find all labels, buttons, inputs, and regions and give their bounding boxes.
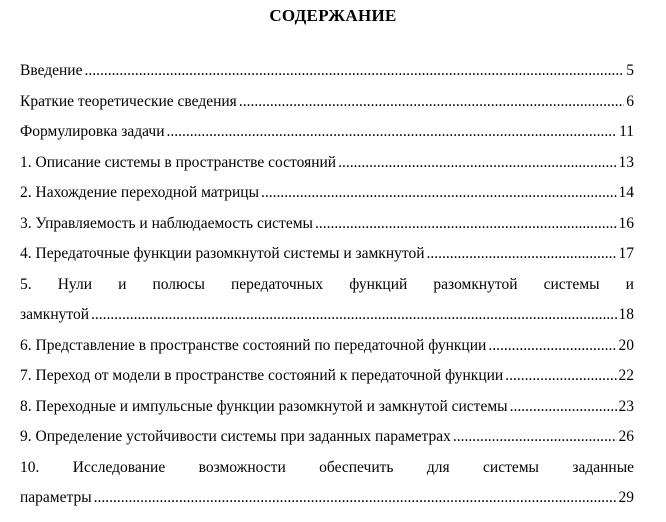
toc-entry-page: 16 xyxy=(618,214,634,232)
toc-entry-4[interactable] xyxy=(20,239,634,270)
toc-entry-label: 7. Переход от модели в пространстве состояний к передаточной функции xyxy=(20,367,504,384)
table-of-contents xyxy=(20,56,634,514)
toc-entry-label-line2 xyxy=(20,300,634,331)
toc-entry-1[interactable] xyxy=(20,148,634,179)
toc-entry-label: параметры xyxy=(20,489,92,506)
toc-leader-dots xyxy=(488,331,616,362)
toc-entry-label: 8. Переходные и импульсные функции разомкнутой и замкнутой системы xyxy=(20,397,508,415)
toc-entry-page: 5 xyxy=(626,62,634,79)
toc-entry-label: 9. Определение устойчивости системы при заданных параметрах xyxy=(20,428,451,445)
toc-entry-9[interactable] xyxy=(20,422,634,453)
toc-entry-2[interactable] xyxy=(20,178,634,209)
toc-entry-page: 13 xyxy=(618,153,634,171)
toc-entry-7[interactable] xyxy=(20,361,634,392)
toc-entry-label: 3. Управляемость и наблюдаемость системы xyxy=(20,214,313,232)
toc-entry-label-line1: 5. Нули и полюсы передаточных функций разомкнутой системы и xyxy=(20,275,634,293)
toc-entry-3[interactable] xyxy=(20,209,634,240)
toc-entry-page: 14 xyxy=(618,184,634,201)
toc-entry-label: 4. Передаточные функции разомкнутой системы и замкнутой xyxy=(20,245,425,262)
toc-entry-label: Формулировка задачи xyxy=(20,123,165,140)
toc-entry-theory[interactable] xyxy=(20,87,634,118)
toc-entry-6[interactable] xyxy=(20,331,634,362)
toc-leader-dots xyxy=(239,87,624,118)
toc-leader-dots xyxy=(510,392,617,423)
toc-entry-10[interactable] xyxy=(20,453,634,514)
toc-leader-dots xyxy=(94,483,617,514)
toc-entry-label-line1: 10. Исследование возможности обеспечить для системы заданные xyxy=(20,458,634,476)
toc-leader-dots xyxy=(84,56,624,87)
toc-entry-label: 1. Описание системы в пространстве состояний xyxy=(20,153,337,171)
toc-entry-8[interactable] xyxy=(20,392,634,423)
toc-entry-label: 2. Нахождение переходной матрицы xyxy=(20,184,259,201)
toc-entry-page: 6 xyxy=(626,92,634,110)
toc-leader-dots xyxy=(427,239,617,270)
toc-leader-dots xyxy=(167,117,618,148)
toc-entry-problem[interactable] xyxy=(20,117,634,148)
toc-leader-dots xyxy=(261,178,617,209)
toc-entry-label: замкнутой xyxy=(20,306,90,323)
toc-entry-page: 18 xyxy=(618,306,634,323)
toc-entry-page: 22 xyxy=(618,367,634,384)
toc-entry-label: Краткие теоретические сведения xyxy=(20,92,237,110)
toc-entry-page: 11 xyxy=(619,123,634,140)
page-title: СОДЕРЖАНИЕ xyxy=(269,6,397,25)
toc-entry-page: 17 xyxy=(618,245,634,262)
toc-entry-page: 29 xyxy=(618,489,634,506)
toc-entry-5[interactable] xyxy=(20,270,634,331)
toc-entry-page: 26 xyxy=(618,428,634,445)
toc-leader-dots xyxy=(453,422,617,453)
toc-leader-dots xyxy=(338,148,616,179)
toc-entry-page: 23 xyxy=(618,397,634,415)
toc-entry-introduction[interactable] xyxy=(20,56,634,87)
toc-entry-label: 6. Представление в пространстве состояний по передаточной функции xyxy=(20,336,487,354)
toc-entry-label-line2 xyxy=(20,483,634,514)
toc-leader-dots xyxy=(505,361,616,392)
toc-leader-dots xyxy=(315,209,617,240)
toc-entry-page: 20 xyxy=(618,336,634,354)
toc-leader-dots xyxy=(91,300,616,331)
toc-entry-label: Введение xyxy=(20,62,83,79)
